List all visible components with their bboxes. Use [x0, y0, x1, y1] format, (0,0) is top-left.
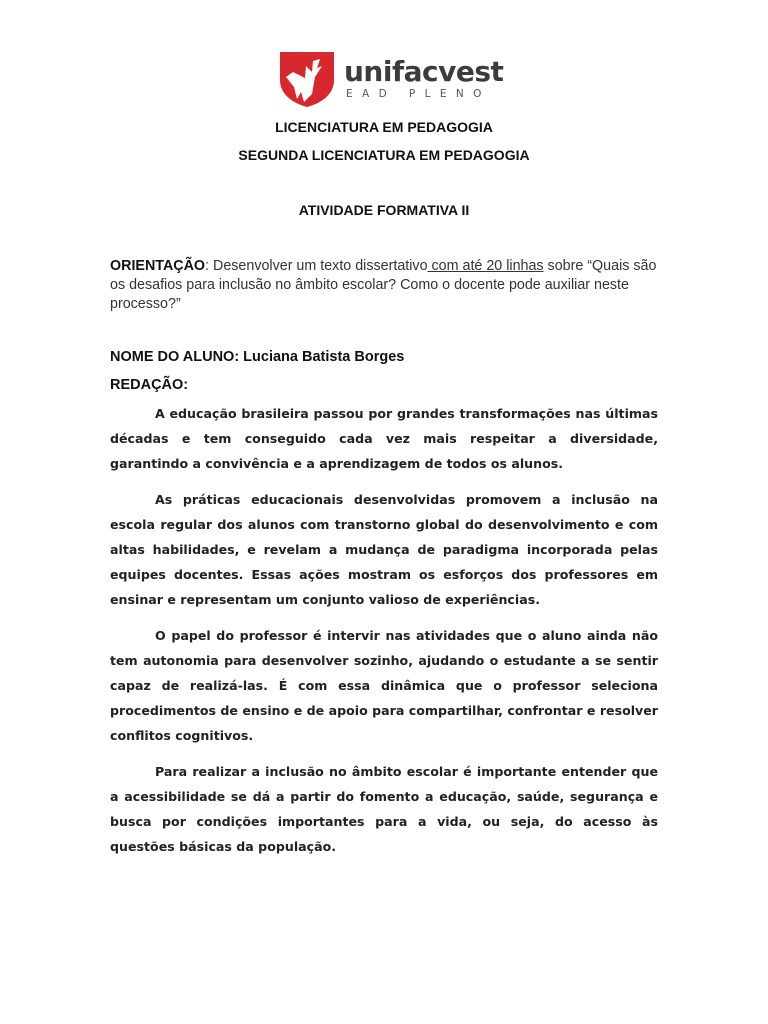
orientation-text: : Desenvolver um texto dissertativo — [205, 258, 428, 274]
shield-logo-icon — [276, 50, 338, 108]
essay-body — [110, 401, 658, 869]
unifacvest-logo — [276, 50, 503, 108]
essay-label: REDAÇÃO: — [110, 377, 189, 393]
logo-subtitle: EAD PLENO — [346, 88, 491, 101]
course-title: LICENCIATURA EM PEDAGOGIA — [275, 119, 493, 135]
orientation-line-limit: com até 20 linhas — [427, 258, 544, 274]
essay-paragraph: Para realizar a inclusão no âmbito escolar é importante entender que a acessibilidade se dá a partir do fomento a educação, saúde, segurança e busca por condições importantes para a vida, ou seja, do acesso às questões básicas da população. — [110, 763, 658, 855]
essay-paragraph: As práticas educacionais desenvolvidas promovem a inclusão na escola regular dos alunos com transtorno global do desenvolvimento e com altas habilidades, e revelam a mudança de paradigma incorporada pelas equipes docentes. Essas ações mostram os esforços dos professores em ensinar e representam um conjunto valioso de experiências. — [110, 491, 658, 608]
orientation-question: sobre “Quais são os desafios para inclusão no âmbito escolar? Como o docente pode auxiliar neste processo?” — [110, 258, 657, 312]
essay-paragraph: O papel do professor é intervir nas atividades que o aluno ainda não tem autonomia para desenvolver sozinho, ajudando o estudante a se sentir capaz de realizá-las. É com essa dinâmica que o professor seleciona procedimentos de ensino e de apoio para compartilhar, confrontar e resolver conflitos cognitivos. — [110, 627, 658, 744]
orientation-block — [110, 257, 660, 314]
student-name: NOME DO ALUNO: Luciana Batista Borges — [110, 349, 405, 365]
course-subtitle: SEGUNDA LICENCIATURA EM PEDAGOGIA — [238, 147, 530, 163]
orientation-label: ORIENTAÇÃO — [110, 258, 206, 274]
essay-paragraph: A educação brasileira passou por grandes transformações nas últimas décadas e tem conseguido cada vez mais respeitar a diversidade, garantindo a convivência e a aprendizagem de todos os alunos. — [110, 406, 658, 472]
activity-title: ATIVIDADE FORMATIVA II — [298, 202, 470, 218]
logo-wordmark: unifacvest — [344, 55, 504, 89]
